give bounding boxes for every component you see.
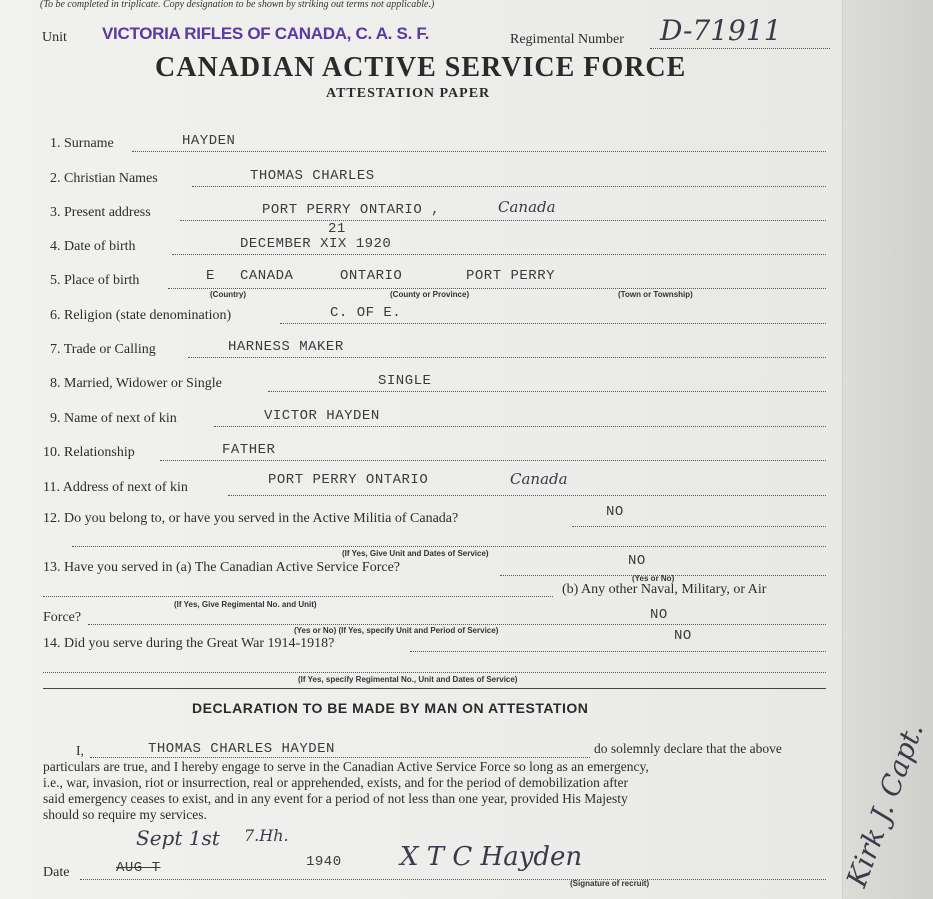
casf-label: 13. Have you served in (a) The Canadian Active Service Force? [43, 560, 400, 575]
date-handwritten: Sept 1st [136, 826, 220, 850]
triplicate-note: (To be completed in triplicate. Copy designation to be shown by striking out terms not applicable.) [40, 0, 435, 10]
declaration-i: I, [76, 743, 84, 758]
unit-stamp: VICTORIA RIFLES OF CANADA, C. A. S. F. [102, 24, 430, 43]
date-struck: AUG T [116, 860, 161, 876]
greatwar-caption: (If Yes, specify Regimental No., Unit and Dates of Service) [298, 675, 518, 684]
pob-mark: E [206, 268, 215, 284]
casf-caption-reg: (If Yes, Give Regimental No. and Unit) [174, 600, 317, 609]
religion-value: C. OF E. [330, 305, 402, 321]
regimental-number: D-71911 [660, 14, 782, 47]
surname-value: HAYDEN [182, 133, 236, 149]
declaration-name: THOMAS CHARLES HAYDEN [148, 741, 335, 757]
kin-address-hand: Canada [510, 470, 568, 488]
religion-label: 6. Religion (state denomination) [50, 308, 232, 323]
signature-caption: (Signature of recruit) [570, 879, 650, 888]
unit-label: Unit [42, 30, 67, 45]
declaration-heading: DECLARATION TO BE MADE BY MAN ON ATTESTATION [192, 700, 589, 716]
pob-province: ONTARIO [340, 268, 403, 284]
force-value: NO [650, 607, 668, 623]
dob-value: DECEMBER XIX 1920 [240, 236, 392, 252]
regimental-label: Regimental Number [510, 32, 624, 47]
greatwar-label: 14. Did you serve during the Great War 1914-1918? [43, 636, 335, 651]
kin-label: 9. Name of next of kin [50, 411, 177, 426]
address-label: 3. Present address [50, 205, 151, 220]
date-label: Date [43, 865, 70, 880]
form-title: CANADIAN ACTIVE SERVICE FORCE [155, 52, 687, 83]
address-value: PORT PERRY ONTARIO , [262, 202, 441, 218]
married-label: 8. Married, Widower or Single [50, 376, 222, 391]
pob-country: CANADA [240, 268, 294, 284]
date-year: 1940 [306, 854, 342, 870]
relationship-value: FATHER [222, 442, 276, 458]
pob-town: PORT PERRY [466, 268, 556, 284]
dob-label: 4. Date of birth [50, 239, 136, 254]
section-divider [43, 688, 826, 689]
caption-country: (Country) [210, 290, 246, 299]
kin-value: VICTOR HAYDEN [264, 408, 380, 424]
christian-value: THOMAS CHARLES [250, 168, 375, 184]
caption-town: (Town or Township) [618, 290, 693, 299]
militia-value: NO [606, 504, 624, 520]
form-subtitle: ATTESTATION PAPER [326, 86, 491, 101]
date-handwritten-2: 7.Hh. [244, 826, 289, 845]
casf-caption-yn: (Yes or No) [632, 574, 675, 583]
christian-label: 2. Christian Names [50, 171, 158, 186]
kin-address-value: PORT PERRY ONTARIO [268, 472, 429, 488]
dob-day: 21 [328, 221, 346, 237]
greatwar-value: NO [674, 628, 692, 644]
trade-label: 7. Trade or Calling [50, 342, 156, 357]
force-label: Force? [43, 610, 82, 625]
casf-value: NO [628, 553, 646, 569]
margin-signature: Kirk J. Capt. [840, 718, 930, 892]
militia-label: 12. Do you belong to, or have you served in the Active Militia of Canada? [43, 511, 459, 526]
declaration-line5: should so require my services. [43, 807, 207, 822]
relationship-label: 10. Relationship [43, 445, 135, 460]
militia-caption: (If Yes, Give Unit and Dates of Service) [342, 549, 489, 558]
recruit-signature: X T C Hayden [400, 842, 583, 872]
married-value: SINGLE [378, 373, 432, 389]
kin-address-label: 11. Address of next of kin [43, 480, 188, 495]
address-hand: Canada [498, 198, 556, 216]
trade-value: HARNESS MAKER [228, 339, 344, 355]
casf-b-label: (b) Any other Naval, Military, or Air [562, 582, 767, 597]
pob-label: 5. Place of birth [50, 273, 140, 288]
caption-province: (County or Province) [390, 290, 470, 299]
surname-label: 1. Surname [50, 136, 114, 151]
force-caption: (Yes or No) (If Yes, specify Unit and Period of Service) [294, 626, 499, 635]
declaration-line2: particulars are true, and I hereby engage to serve in the Canadian Active Service Force so long as an emergency, [43, 759, 649, 774]
declaration-line4: said emergency ceases to exist, and in any event for a period of not less than one year, provided His Majesty [43, 791, 628, 806]
declaration-line3: i.e., war, invasion, riot or insurrection, real or apprehended, exists, and for the period of demobilization after [43, 775, 629, 790]
declaration-line1: do solemnly declare that the above [594, 741, 782, 756]
